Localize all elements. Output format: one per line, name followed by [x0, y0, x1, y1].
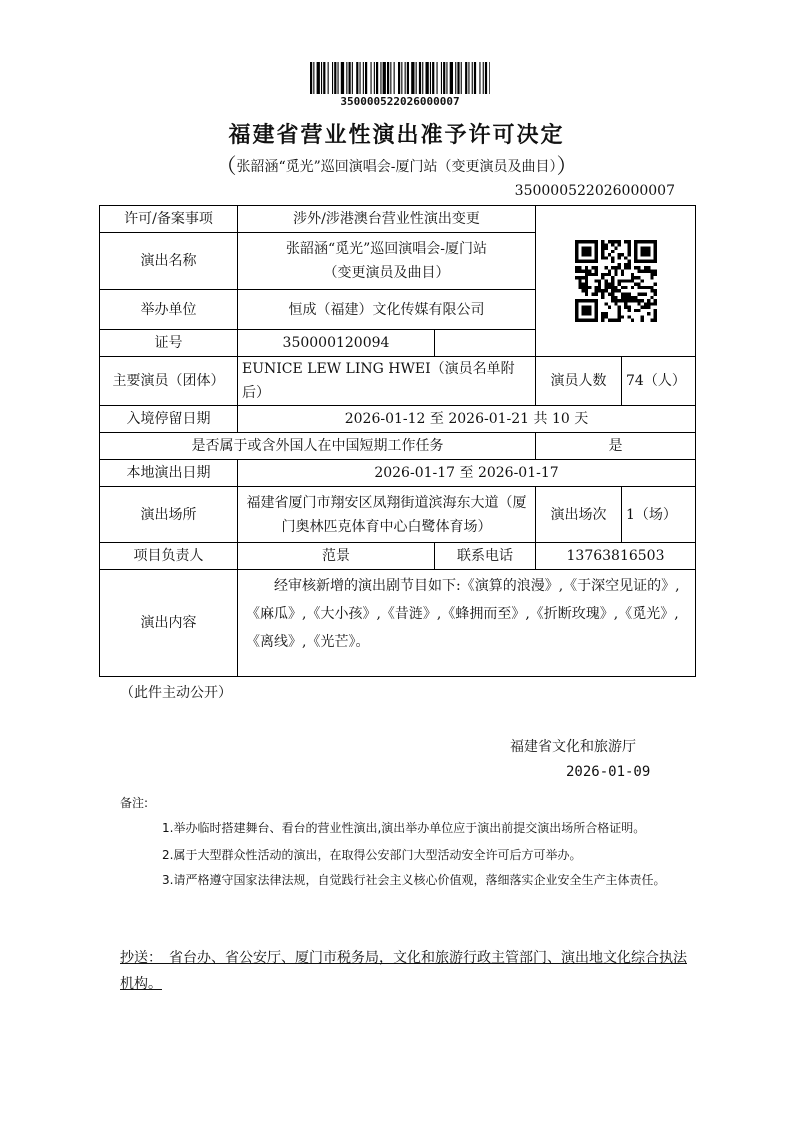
entry-date-value: 2026-01-12 至 2026-01-21 共 10 天	[238, 406, 696, 433]
cc-list: 抄送： 省台办、省公安厅、厦门市税务局，文化和旅游行政主管部门、演出地文化综合执法机构。	[120, 950, 687, 992]
entry-date-label: 入境停留日期	[100, 406, 238, 433]
permit-type-value: 涉外/涉港澳台营业性演出变更	[238, 206, 536, 233]
permit-table	[99, 205, 696, 677]
document-title: 福建省营业性演出准予许可决定	[228, 122, 565, 148]
document-number: 350000522026000007	[514, 183, 675, 199]
performer-count-label: 演员人数	[536, 357, 622, 406]
manager-label: 项目负责人	[100, 543, 238, 570]
sessions-value: 1（场）	[622, 487, 696, 543]
content-value: 经审核新增的演出剧节目如下:《演算的浪漫》,《于深空见证的》,《麻瓜》,《大小孩》,《昔涟》,《蜂拥而至》,《折断玫瑰》,《觅光》,《离线》,《光芒》。	[238, 570, 696, 677]
license-label: 证号	[100, 330, 238, 357]
barcode	[310, 62, 490, 94]
foreign-worker-label: 是否属于或含外国人在中国短期工作任务	[100, 433, 536, 460]
manager-value: 范景	[238, 543, 435, 570]
remarks-title: 备注:	[120, 796, 149, 810]
document-subtitle	[0, 150, 793, 180]
qr-cell	[536, 206, 696, 357]
issuer-name: 福建省文化和旅游厅	[510, 739, 636, 755]
content-label: 演出内容	[100, 570, 238, 677]
show-name-label: 演出名称	[100, 233, 238, 290]
issue-date: 2026-01-09	[566, 764, 651, 780]
performer-label: 主要演员（团体）	[100, 357, 238, 406]
venue-label: 演出场所	[100, 487, 238, 543]
subtitle-close-paren: ）	[556, 154, 578, 178]
venue-value: 福建省厦门市翔安区凤翔街道滨海东大道（厦门奥林匹克体育中心白鹭体育场）	[238, 487, 536, 543]
performer-count-value: 74（人）	[622, 357, 696, 406]
show-name-value	[238, 233, 536, 290]
phone-label: 联系电话	[435, 543, 536, 570]
remark-3: 3.请严格遵守国家法律法规，自觉践行社会主义核心价值观，落细落实企业安全生产主体责任。	[162, 873, 666, 887]
organizer-value: 恒成（福建）文化传媒有限公司	[238, 290, 536, 330]
subtitle-open-paren: （	[215, 154, 237, 178]
license-value: 350000120094	[238, 330, 435, 357]
remark-2: 2.属于大型群众性活动的演出，在取得公安部门大型活动安全许可后方可举办。	[162, 848, 582, 862]
qr-code	[575, 240, 657, 322]
show-name-line2: （变更演员及曲目）	[323, 265, 450, 281]
barcode-number: 350000522026000007	[340, 95, 460, 108]
local-date-label: 本地演出日期	[100, 460, 238, 487]
local-date-value: 2026-01-17 至 2026-01-17	[238, 460, 696, 487]
remark-1: 1.举办临时搭建舞台、看台的营业性演出,演出举办单位应于演出前提交演出场所合格证明。	[162, 821, 646, 835]
foreign-worker-value: 是	[536, 433, 696, 460]
license-blank	[435, 330, 536, 357]
organizer-label: 举办单位	[100, 290, 238, 330]
phone-value: 13763816503	[536, 543, 696, 570]
performer-value: EUNICE LEW LING HWEI（演员名单附后）	[238, 357, 536, 406]
show-name-line1: 张韶涵“觅光”巡回演唱会-厦门站	[285, 241, 488, 257]
public-note: （此件主动公开）	[120, 685, 232, 701]
permit-type-label: 许可/备案事项	[100, 206, 238, 233]
subtitle-text: 张韶涵“觅光”巡回演唱会-厦门站（变更演员及曲目）	[236, 159, 557, 175]
sessions-label: 演出场次	[536, 487, 622, 543]
